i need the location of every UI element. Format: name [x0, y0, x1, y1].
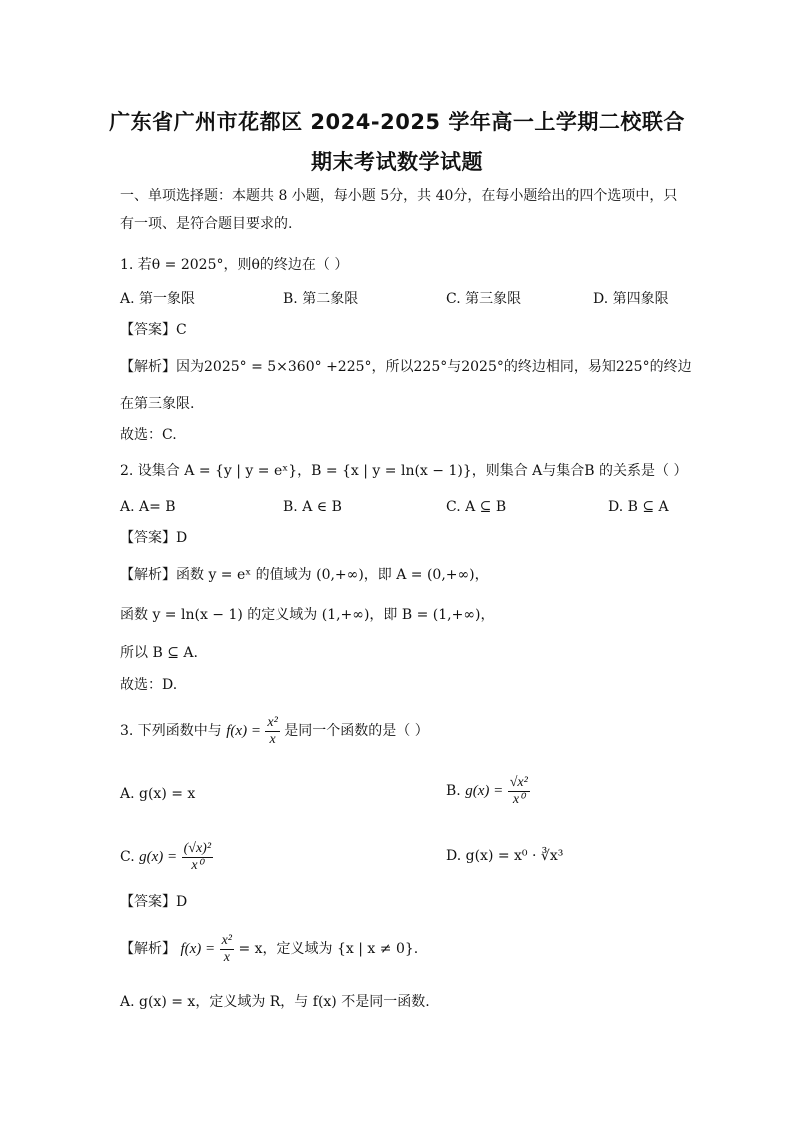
q1-option-c: C. 第三象限	[446, 291, 522, 307]
q3-option-b	[446, 772, 530, 810]
q3-stem	[120, 712, 429, 750]
q1-analysis-line-1: 【解析】因为2025° = 5×360° +225°，所以225°与2025°的终边相同，易知225°的终边	[120, 359, 692, 375]
q3-analysis-option-a: A. g(x) = x，定义域为 R，与 f(x) 不是同一函数.	[120, 994, 430, 1010]
q3-analysis-prefix: 【解析】	[120, 941, 176, 957]
q3-stem-suffix: 是同一个函数的是（ ）	[284, 723, 429, 739]
q2-option-d: D. B ⊆ A	[608, 499, 669, 515]
q3-stem-denominator: x	[269, 731, 276, 747]
section-heading-line-1: 一、单项选择题：本题共 8 小题，每小题 5分，共 40分，在每小题给出的四个选项中，只	[120, 188, 678, 204]
q3-analysis-denominator: x	[223, 949, 230, 965]
q3-option-b-denominator: x⁰	[512, 791, 525, 807]
q3-option-c-func: g(x) =	[139, 849, 178, 865]
q3-stem-fraction	[265, 715, 279, 748]
q3-analysis-func: f(x) =	[180, 941, 216, 957]
q3-option-d: D. g(x) = x⁰ · ∛x³	[446, 848, 564, 864]
q2-stem: 2. 设集合 A = {y | y = eˣ}，B = {x | y = ln(x − 1)}，则集合 A与集合B 的关系是（ ）	[120, 463, 688, 479]
page-title-line-1: 广东省广州市花都区 2024-2025 学年高一上学期二校联合	[109, 110, 685, 134]
q3-option-a: A. g(x) = x	[120, 786, 196, 802]
q3-analysis	[120, 930, 418, 968]
q1-option-a: A. 第一象限	[120, 291, 196, 307]
q2-analysis-line-3: 所以 B ⊆ A.	[120, 645, 198, 661]
q3-analysis-numerator: x²	[221, 932, 233, 948]
q2-option-c: C. A ⊆ B	[446, 499, 507, 515]
q1-stem: 1. 若θ = 2025°，则θ的终边在（ ）	[120, 257, 349, 273]
page-title-line-2: 期末考试数学试题	[311, 150, 483, 174]
q1-analysis-line-2: 在第三象限.	[120, 396, 195, 412]
q3-option-c-numerator: (√x)²	[183, 840, 212, 856]
q3-answer: 【答案】D	[120, 894, 188, 910]
q3-option-b-func: g(x) =	[465, 783, 504, 799]
q3-option-b-label: B.	[446, 783, 461, 799]
q2-option-a: A. A= B	[120, 499, 176, 515]
q3-analysis-fraction	[220, 933, 234, 966]
q3-stem-func: f(x) =	[226, 723, 261, 739]
section-heading-line-2: 有一项、是符合题目要求的.	[120, 216, 293, 232]
q2-analysis-line-1: 【解析】函数 y = eˣ 的值域为 (0,+∞)，即 A = (0,+∞)，	[120, 567, 489, 583]
q3-option-c-label: C.	[120, 849, 135, 865]
q3-stem-numerator: x²	[267, 714, 278, 730]
q3-option-c-denominator: x⁰	[191, 857, 204, 873]
q2-choice: 故选：D.	[120, 677, 178, 693]
q2-option-b: B. A ∈ B	[283, 499, 342, 515]
q3-option-b-numerator: √x²	[509, 774, 528, 790]
q2-analysis-line-2: 函数 y = ln(x − 1) 的定义域为 (1,+∞)，即 B = (1,+∞)，	[120, 607, 495, 623]
q2-answer: 【答案】D	[120, 530, 188, 546]
q1-choice: 故选：C.	[120, 427, 177, 443]
q3-option-c	[120, 838, 213, 876]
q3-stem-prefix: 3. 下列函数中与	[120, 723, 222, 739]
q1-answer: 【答案】C	[120, 322, 187, 338]
q3-option-b-fraction	[508, 775, 530, 808]
q3-analysis-suffix: = x，定义域为 {x | x ≠ 0}.	[238, 941, 419, 957]
q1-option-d: D. 第四象限	[593, 291, 669, 307]
q3-option-c-fraction	[182, 841, 213, 874]
q1-option-b: B. 第二象限	[283, 291, 359, 307]
